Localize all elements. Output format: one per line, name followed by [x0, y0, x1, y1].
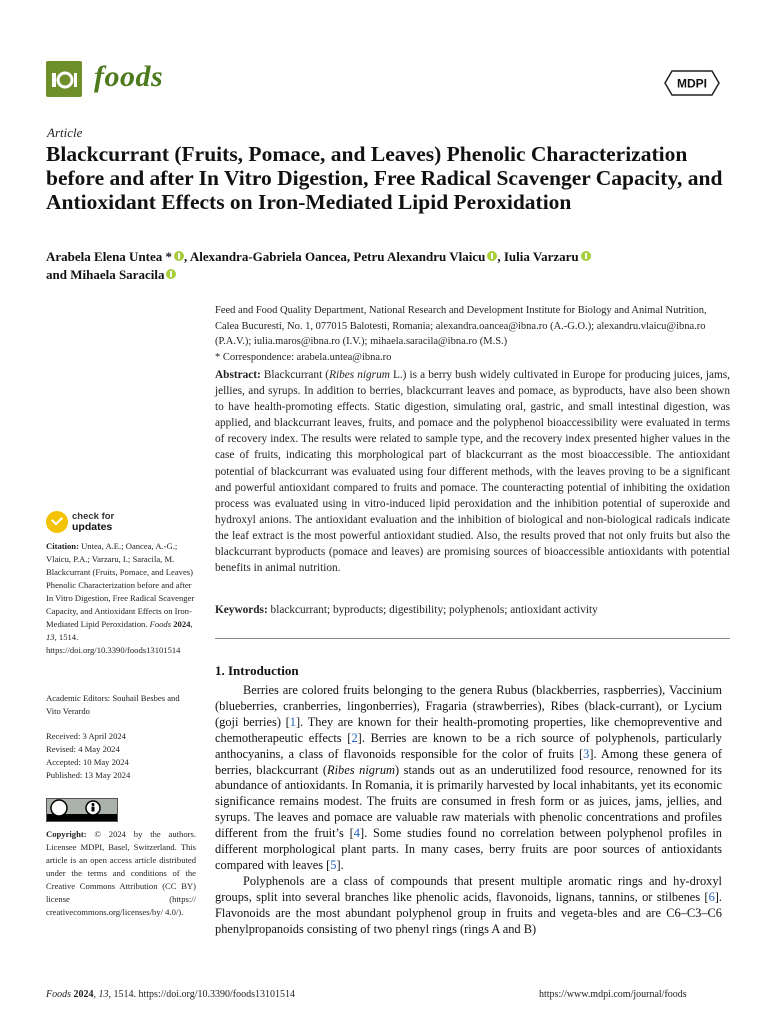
orcid-icon[interactable] [581, 251, 591, 261]
check-updates-icon [46, 511, 68, 533]
publisher-logo[interactable] [664, 70, 720, 96]
introduction-body [215, 683, 722, 938]
copyright-notice: Copyright: © 2024 by the authors. Licensee MDPI, Basel, Switzerland. This article is an open access article distributed under the terms and conditions of the Creative Commons Attribution (CC BY) license (https:// creativecommons.org/licenses/by/ 4.0/). [46, 829, 196, 917]
check-updates-line1: check for [72, 511, 115, 522]
author-name[interactable]: Petru Alexandru Vlaicu [353, 249, 486, 264]
keywords-text: blackcurrant; byproducts; digestibility; polyphenols; antioxidant activity [267, 604, 598, 616]
correspondence-text: * Correspondence: arabela.untea@ibna.ro [215, 351, 392, 363]
author-name[interactable]: Iulia Varzaru [503, 249, 579, 264]
author-name[interactable]: and Mihaela Saracila [46, 267, 165, 282]
affiliation-block [215, 303, 730, 365]
footer-journal-url[interactable]: https://www.mdpi.com/journal/foods [539, 989, 687, 1000]
abstract [215, 367, 730, 576]
journal-name: foods [94, 60, 164, 93]
author-list: Arabela Elena Untea * , Alexandra-Gabriela Oancea, Petru Alexandru Vlaicu , Iulia Varzaru and Mihaela Saracila [46, 248, 736, 284]
article-dates [46, 730, 196, 782]
footer-citation: Foods 2024, 13, 1514. https://doi.org/10.3390/foods13101514 [46, 989, 295, 1000]
journal-logo-icon [46, 61, 82, 97]
abstract-label: Abstract: [215, 369, 261, 381]
corresponding-marker: * [162, 249, 173, 264]
affiliation-text: Feed and Food Quality Department, National Research and Development Institute for Biology and Animal Nutrition, Calea Bucuresti, No. 1, 077015 Balotesti, Romania; alexandra.oancea@ibna.ro (A.-G.O.); alexandru.vlaicu@ibna.ro (P.A.V.); iulia.maros@ibna.ro (I.V.); mihaela.saracila@ibna.ro (M.S.) [215, 305, 707, 347]
citation-link[interactable]: 3 [583, 746, 590, 761]
author-name[interactable]: Alexandra-Gabriela Oancea [189, 249, 347, 264]
author-name[interactable]: Arabela Elena Untea [46, 249, 163, 264]
date-published: Published: 13 May 2024 [46, 770, 131, 780]
date-received: Received: 3 April 2024 [46, 731, 126, 741]
orcid-icon[interactable] [166, 269, 176, 279]
paragraph: Polyphenols are a class of compounds that present multiple aromatic rings and hy-droxyl groups, split into several branches like phenolic acids, flavonoids, lignans, tannins, or stilbenes [6]. Flavonoids are the most abundant polyphenol group in fruits and vegeta-bles and are C6–C3–C6 phenylpropanoids consisting of two phenyl rings (rings A and B) [215, 873, 722, 936]
copyright-label: Copyright: [46, 829, 87, 839]
citation-link[interactable]: 1 [289, 714, 296, 729]
section-heading: 1. Introduction [215, 663, 299, 678]
abstract-text: L.) is a berry bush widely cultivated in Europe for producing juices, jams, jellies, and syrups. In addition to berries, blackcurrant leaves and pomace, as byproducts, have also been shown to have health-promoting effects. Static digestion, simulating oral, gastric, and small intestinal digestion, was applied, and blackcurrant leaves, fruits, and pomace and the polyphenol bioaccessibility were evaluated in terms of recovery index. The results were related to sample type, and the recovery index presented higher values in the case of fruits, indicating this morphological part of blackcurrant as the most bioaccessible. The antioxidant potential of blackcurrant was evaluated using four different methods, with the leaves proving to be a significant and powerful antioxidant compared to fruits and pomace. The counteracting potential of inhibiting the oxidation process was evaluated using in vitro-induced lipid peroxidation and the inhibition potential of superoxide and hydroxyl anions. The antioxidant evaluation and the inhibition of biological and non-biological radicals indicate the leaf extract is the most powerful antioxidant studied. Also, the results proved that not only fruits but also the blackcurrant byproducts (pomace and leaves) are promising sources of bioaccessible antioxidants with potential benefits in animal nutrition. [215, 369, 731, 575]
citation-link[interactable]: 6 [708, 889, 715, 904]
citation-doi[interactable]: , 1514. https://doi.org/10.3390/foods13101514 [46, 632, 181, 655]
date-revised: Revised: 4 May 2024 [46, 744, 120, 754]
citation-block: Citation: Untea, A.E.; Oancea, A.-G.; Vlaicu, P.A.; Varzaru, I.; Saracila, M. Blackcurrant (Fruits, Pomace, and Leaves) Phenolic Characterization before and after In Vitro Digestion, Free Radical Scavenger Capacity, and Antioxidant Effects on Iron-Mediated Lipid Peroxidation. Foods 2024, 13, 1514. https://doi.org/10.3390/foods13101514 [46, 541, 195, 655]
academic-editors: Academic Editors: Souhail Besbes and Vito Verardo [46, 693, 180, 716]
orcid-icon[interactable] [174, 251, 184, 261]
article-title: Blackcurrant (Fruits, Pomace, and Leaves) Phenolic Characterization before and after In Vitro Digestion, Free Radical Scavenger Capacity, and Antioxidant Effects on Iron-Mediated Lipid Peroxidation [46, 142, 723, 214]
citation-link[interactable]: 2 [351, 730, 358, 745]
check-for-updates-button[interactable] [46, 511, 156, 537]
cc-by-license-icon[interactable] [46, 798, 118, 822]
abstract-text: Blackcurrant ( [260, 369, 330, 381]
check-updates-line2: updates [72, 521, 113, 533]
date-accepted: Accepted: 10 May 2024 [46, 757, 129, 767]
abstract-species: Ribes nigrum [329, 369, 390, 381]
keywords-label: Keywords: [215, 604, 268, 616]
publisher-name: MDPI [677, 76, 707, 91]
keywords [215, 602, 730, 618]
citation-link[interactable]: 5 [330, 857, 337, 872]
citation-link[interactable]: 4 [353, 826, 360, 841]
paragraph: Berries are colored fruits belonging to the genera Rubus (blackberries, raspberries), Vaccinium (blueberries, cranberries, lingonberries), Fragaria (strawberries), Ribes (black-currant), or Lycium (goji berries) [1]. They are known for their health-promoting properties, like chemopreventive and chemotherapeutic effects [2]. Berries are known to be a rich source of polyphenols, particularly anthocyanins, a class of flavonoids responsible for the color of fruits [3]. Among these genera of berries, blackcurrant (Ribes nigrum) stands out as an underutilized food resource, renowned for its abundance of antioxidants. In Romania, it is primarily harvested by local inhabitants, yet its economic significance remains modest. The fruits are consumed in fresh form or as juices, jams, jellies, and syrups. The leaves and pomace are valuable raw materials with phenolic concentrations and profiles different from the fruit’s [4]. Some studies found no correlation between polyphenol profiles in different morphological plant parts. In many cases, berry fruits are poor sources of antioxidants compared with leaves [5]. [215, 683, 723, 872]
section-divider [215, 638, 730, 639]
orcid-icon[interactable] [487, 251, 497, 261]
article-type: Article [47, 125, 83, 140]
citation-label: Citation: [46, 541, 79, 551]
